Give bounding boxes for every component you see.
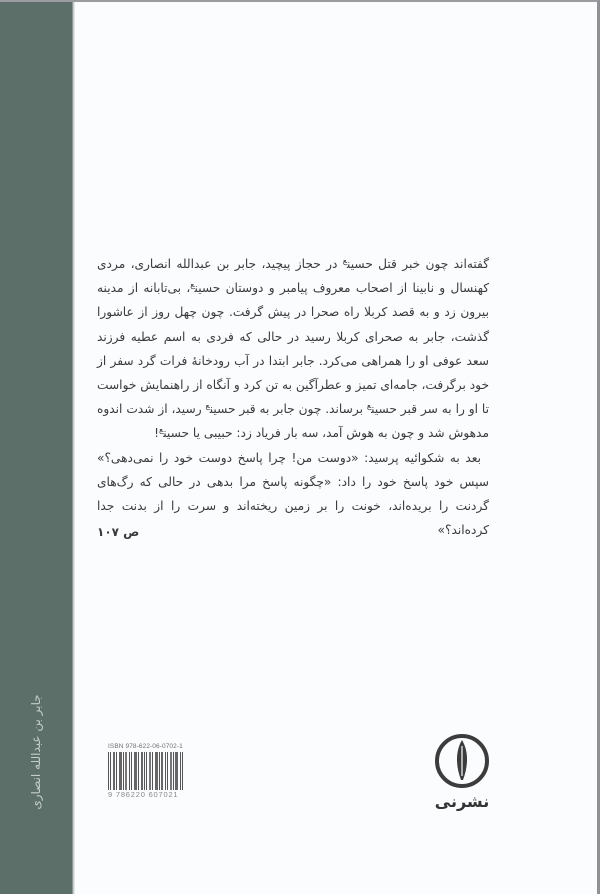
reed-in-circle-icon bbox=[433, 732, 491, 790]
honorific-mark: ع bbox=[205, 401, 210, 411]
honorific-mark: ع bbox=[158, 425, 164, 435]
barcode-number: 9 786220 607021 bbox=[108, 790, 179, 799]
spine-title: جابر بن عبدالله انصاری bbox=[29, 694, 43, 810]
blurb-text bbox=[97, 252, 489, 542]
blurb-segment: در حجاز پیچید، جابر بن عبدالله انصاری، مردی کهنسال و نابینا از اصحاب معروف پیامبر و دوستان حسین bbox=[97, 257, 490, 296]
page-reference: ص ۱۰۷ bbox=[97, 525, 140, 539]
isbn-barcode bbox=[108, 742, 200, 798]
blurb-segment: ! bbox=[154, 426, 159, 441]
blurb-segment: ، بی‌تابانه از مدینه بیرون زد و به قصد کربلا راه صحرا در پیش گرفت. چون چهل روز از عاشورا گذشت، جابر به صحرای کربلا رسید در حالی که فردی به اسم عطیه فرزند سعد عوفی او را همراهی می‌کرد. جابر ابتدا در آب رودخانهٔ فرات گرد سفر از خود برگرفت، جامه‌ای تمیز و عطرآگین به تن کرد و آنگاه از راهنمایش خواست تا او را به سر قبر حسین bbox=[97, 281, 489, 417]
blurb-segment: گفته‌اند چون خبر قتل حسین bbox=[347, 257, 490, 271]
blurb-segment: برساند. چون جابر به قبر حسین bbox=[209, 402, 367, 417]
blurb-paragraph-2: بعد به شکوائیه پرسید: «دوست من! چرا پاسخ دوست خود را نمی‌دهی؟» سپس خود پاسخ خود را داد: «چگونه پاسخ مرا بدهی در حالی که رگ‌های گردنت را بریده‌اند، خونت را بر زمین ریخته‌اند و سرت را از بدنت جدا کرده‌اند؟» bbox=[97, 450, 489, 538]
book-spine bbox=[0, 2, 72, 894]
barcode-bars bbox=[108, 752, 200, 790]
publisher-logo bbox=[424, 732, 500, 832]
blurb-segment: رسید، از شدت اندوه مدهوش شد و چون به هوش آمد، سه بار فریاد زد: حبیبی یا حسین bbox=[97, 402, 489, 441]
honorific-mark: ع bbox=[190, 280, 195, 290]
blurb-paragraph-1 bbox=[97, 252, 489, 446]
honorific-mark: ع bbox=[342, 255, 348, 265]
publisher-name: نشرنی bbox=[434, 792, 490, 811]
isbn-label: ISBN 978-622-06-0702-1 bbox=[108, 743, 183, 750]
spine-edge bbox=[72, 2, 75, 894]
honorific-mark: ع bbox=[366, 401, 372, 411]
